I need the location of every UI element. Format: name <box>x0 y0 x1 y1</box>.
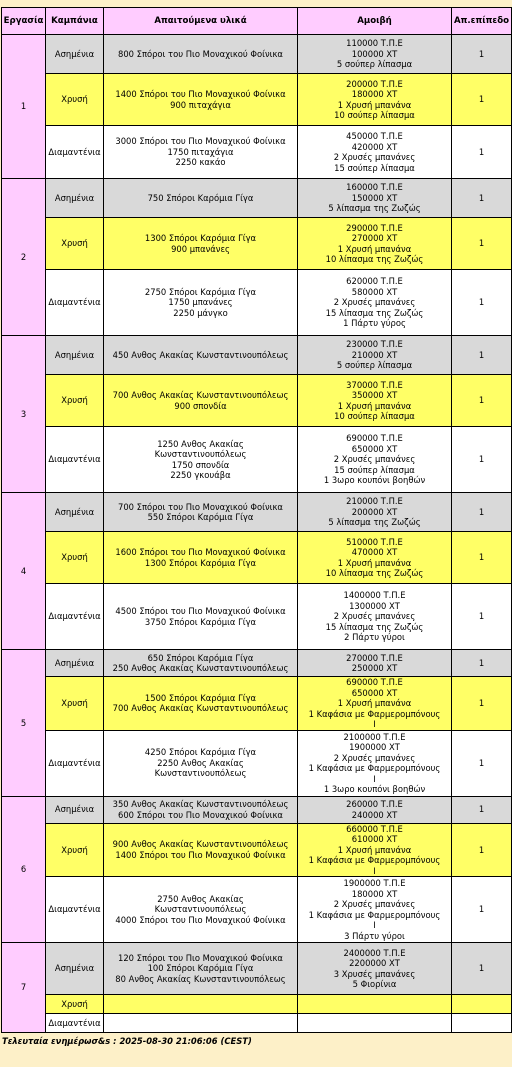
campaign-tier: Διαμαντένια <box>46 427 104 493</box>
reward-line: 2200000 ΧΤ <box>349 958 400 968</box>
table-row <box>2 584 512 650</box>
material-line: 4500 Σπόροι του Πιο Μοναχικού Φοίνικα <box>115 606 286 616</box>
required-level: 1 <box>452 677 512 731</box>
reward-cell <box>298 74 452 126</box>
table-row <box>2 650 512 677</box>
material-line: 3000 Σπόροι του Πιο Μοναχικού Φοίνικα <box>115 136 286 147</box>
material-line: 4250 Σπόροι Καρόμια Γίγα <box>144 747 257 758</box>
material-line: 1300 Σπόροι Καρόμια Γίγα <box>144 557 257 568</box>
reward-line: 2100000 Τ.Π.Ε <box>343 731 406 742</box>
reward-line: 240000 ΧΤ <box>351 809 398 820</box>
material-line: 700 Σπόροι του Πιο Μοναχικού Φοίνικα <box>118 501 283 512</box>
material-line: 750 Σπόροι Καρόμια Γίγα <box>147 192 254 203</box>
material-line: 4000 Σπόροι του Πιο Μοναχικού Φοίνικα <box>115 914 286 925</box>
material-line: 1300 Σπόροι Καρόμια Γίγα <box>144 233 257 243</box>
table-row <box>2 35 512 74</box>
table-row <box>2 532 512 584</box>
material-line: 1500 Σπόροι Καρόμια Γίγα <box>144 692 257 703</box>
reward-line: 2 Χρυσές μπανάνες <box>333 297 416 308</box>
reward-line: 1 Χρυσή μπανάνα <box>337 844 412 855</box>
materials-cell <box>104 74 298 126</box>
reward-line: 200000 Τ.Π.Ε <box>346 78 403 89</box>
reward-cell <box>298 336 452 375</box>
materials-cell <box>104 126 298 179</box>
table-row <box>2 796 512 823</box>
materials-cell <box>104 877 298 943</box>
materials-cell <box>104 493 298 532</box>
material-line: 1400 Σπόροι του Πιο Μοναχικού Φοίνικα <box>115 849 286 860</box>
reward-line: 1 3ωρο κουπόνι βοηθών <box>323 784 426 794</box>
campaign-tier: Διαμαντένια <box>46 584 104 650</box>
reward-line: Ι <box>373 865 376 876</box>
required-level: 1 <box>452 796 512 823</box>
campaign-tier: Ασημένια <box>46 336 104 375</box>
reward-cell <box>298 584 452 650</box>
required-level: 1 <box>452 375 512 427</box>
materials-cell <box>104 650 298 677</box>
reward-cell <box>298 35 452 74</box>
table-row <box>2 823 512 877</box>
reward-line: 270000 ΧΤ <box>351 233 398 243</box>
material-line: 80 Ανθος Ακακίας Κωνσταντινουπόλεως <box>115 973 286 984</box>
material-line: 1750 πιταχάγια <box>167 146 234 157</box>
reward-line: 1 Χρυσή μπανάνα <box>337 557 412 568</box>
required-level: 1 <box>452 270 512 336</box>
materials-cell <box>104 218 298 270</box>
materials-cell <box>104 270 298 336</box>
reward-line: 2 Χρυσές μπανάνες <box>333 899 416 909</box>
reward-line: 2400000 Τ.Π.Ε <box>343 947 406 958</box>
reward-cell <box>298 427 452 493</box>
campaign-tier: Ασημένια <box>46 943 104 995</box>
reward-line: 3 Χρυσές μπανάνες <box>333 968 416 979</box>
reward-cell <box>298 532 452 584</box>
reward-line: 270000 Τ.Π.Ε <box>346 652 403 663</box>
materials-cell <box>104 1014 298 1033</box>
campaign-tier: Χρυσή <box>46 677 104 731</box>
header-level: Απ.επίπεδο <box>452 8 512 35</box>
campaign-tier: Χρυσή <box>46 375 104 427</box>
reward-cell <box>298 179 452 218</box>
required-level: 1 <box>452 650 512 677</box>
last-updated: Τελευταία ενημέρωσ&s : 2025-08-30 21:06:06 (CEST) <box>2 1036 252 1046</box>
material-line: 1400 Σπόροι του Πιο Μοναχικού Φοίνικα <box>115 89 286 99</box>
material-line: 1750 μπανάνες <box>168 297 233 308</box>
reward-line: 5 σούπερ λίπασμα <box>336 360 413 371</box>
reward-line: 1 Χρυσή μπανάνα <box>337 698 412 708</box>
material-line: 350 Ανθος Ακακίας Κωνσταντινουπόλεως <box>112 799 289 809</box>
tasks-body <box>2 35 512 1033</box>
reward-line: 1400000 Τ.Π.Ε <box>343 590 406 601</box>
table-row <box>2 179 512 218</box>
table-row <box>2 336 512 375</box>
reward-line: 200000 ΧΤ <box>351 506 398 517</box>
materials-cell <box>104 995 298 1014</box>
table-row <box>2 74 512 126</box>
materials-cell <box>104 730 298 796</box>
reward-line: 370000 Τ.Π.Ε <box>346 379 403 390</box>
task-number: 4 <box>2 493 46 650</box>
header-reward: Αμοιβή <box>298 8 452 35</box>
reward-line: 180000 ΧΤ <box>351 888 398 899</box>
header-task: Εργασία <box>2 8 46 35</box>
header-materials: Απαιτούμενα υλικά <box>104 8 298 35</box>
reward-line: 690000 Τ.Π.Ε <box>346 433 403 444</box>
header-row <box>2 8 512 35</box>
reward-cell <box>298 995 452 1014</box>
required-level: 1 <box>452 74 512 126</box>
material-line: 800 Σπόροι του Πιο Μοναχικού Φοίνικα <box>118 48 283 59</box>
materials-cell <box>104 823 298 877</box>
task-number: 1 <box>2 35 46 179</box>
reward-cell <box>298 375 452 427</box>
material-line: 900 μπανάνες <box>171 243 230 254</box>
material-line: 2250 γκουάβα <box>170 470 231 480</box>
reward-line: 650000 ΧΤ <box>351 443 398 454</box>
material-line: 1750 σπονδία <box>171 459 230 470</box>
reward-cell <box>298 877 452 943</box>
task-number: 6 <box>2 796 46 943</box>
table-row <box>2 493 512 532</box>
task-number: 7 <box>2 943 46 1033</box>
required-level: 1 <box>452 943 512 995</box>
campaign-tier: Διαμαντένια <box>46 1014 104 1033</box>
reward-cell <box>298 1014 452 1033</box>
reward-line: 1900000 Τ.Π.Ε <box>343 878 406 888</box>
required-level: 1 <box>452 584 512 650</box>
reward-line: 450000 Τ.Π.Ε <box>346 131 403 141</box>
reward-line: 1 Καφάσια με Φαρμερομπόνους <box>308 763 441 773</box>
reward-cell <box>298 677 452 731</box>
reward-line: 2 Πάρτυ γύροι <box>344 632 405 643</box>
required-level <box>452 995 512 1014</box>
material-line: 700 Ανθος Ακακίας Κωνσταντινουπόλεως <box>112 703 289 714</box>
reward-line: 10 σούπερ λίπασμα <box>334 411 415 421</box>
reward-line: 230000 Τ.Π.Ε <box>346 339 403 350</box>
required-level: 1 <box>452 218 512 270</box>
required-level: 1 <box>452 823 512 877</box>
table-row <box>2 218 512 270</box>
table-row <box>2 126 512 179</box>
material-line: Κωνσταντινουπόλεως <box>154 768 247 779</box>
reward-line: 5 Φιορίνια <box>352 979 397 989</box>
reward-cell <box>298 823 452 877</box>
campaign-tier: Ασημένια <box>46 35 104 74</box>
reward-line: 1900000 ΧΤ <box>349 742 400 752</box>
reward-line: 110000 Τ.Π.Ε <box>346 38 403 49</box>
material-line: Κωνσταντινουπόλεως <box>154 449 247 459</box>
reward-line: 2 Χρυσές μπανάνες <box>333 752 416 763</box>
reward-line: 160000 Τ.Π.Ε <box>346 182 403 193</box>
reward-line: 15 λίπασμα της Ζωζώς <box>325 307 424 318</box>
table-row <box>2 995 512 1014</box>
reward-line: 3 Πάρτυ γύροι <box>344 930 405 941</box>
task-number: 5 <box>2 650 46 797</box>
reward-cell <box>298 730 452 796</box>
materials-cell <box>104 35 298 74</box>
materials-cell <box>104 375 298 427</box>
required-level: 1 <box>452 126 512 179</box>
required-level <box>452 1014 512 1033</box>
reward-cell <box>298 270 452 336</box>
materials-cell <box>104 943 298 995</box>
material-line: 900 σπονδία <box>174 400 227 411</box>
reward-line: 1 Καφάσια με Φαρμερομπόνους <box>308 855 441 865</box>
material-line: 250 Ανθος Ακακίας Κωνσταντινουπόλεως <box>112 663 289 673</box>
tasks-table <box>1 7 512 1033</box>
reward-line: 650000 ΧΤ <box>351 687 398 698</box>
reward-cell <box>298 126 452 179</box>
reward-line: 210000 ΧΤ <box>351 349 398 360</box>
material-line: 900 πιταχάγια <box>170 99 231 110</box>
material-line: 2250 κακάο <box>175 157 226 168</box>
reward-line: 260000 Τ.Π.Ε <box>346 799 403 809</box>
material-line: 2250 μάνγκο <box>173 307 228 318</box>
reward-line: 10 σούπερ λίπασμα <box>334 110 415 120</box>
required-level: 1 <box>452 336 512 375</box>
reward-line: 250000 ΧΤ <box>351 663 398 673</box>
reward-line: 1300000 ΧΤ <box>349 600 400 611</box>
reward-cell <box>298 796 452 823</box>
material-line: 1600 Σπόροι του Πιο Μοναχικού Φοίνικα <box>115 547 286 557</box>
reward-cell <box>298 650 452 677</box>
campaign-tier: Ασημένια <box>46 493 104 532</box>
table-row <box>2 730 512 796</box>
campaign-tier: Χρυσή <box>46 995 104 1014</box>
material-line: 120 Σπόροι του Πιο Μοναχικού Φοίνικα <box>118 952 283 963</box>
campaign-tier: Χρυσή <box>46 218 104 270</box>
reward-cell <box>298 493 452 532</box>
reward-line: 150000 ΧΤ <box>351 192 398 203</box>
material-line: 900 Ανθος Ακακίας Κωνσταντινουπόλεως <box>112 839 289 850</box>
reward-line: 690000 Τ.Π.Ε <box>346 677 403 687</box>
material-line: 450 Ανθος Ακακίας Κωνσταντινουπόλεως <box>112 349 289 360</box>
required-level: 1 <box>452 877 512 943</box>
materials-cell <box>104 796 298 823</box>
required-level: 1 <box>452 427 512 493</box>
table-row <box>2 943 512 995</box>
materials-cell <box>104 427 298 493</box>
reward-line: Ι <box>373 920 376 930</box>
reward-line: 5 λίπασμα της Ζωζώς <box>328 517 421 528</box>
reward-line: 100000 ΧΤ <box>351 48 398 59</box>
material-line: 2750 Ανθος Ακακίας <box>157 893 244 904</box>
reward-line: 15 σούπερ λίπασμα <box>334 162 415 173</box>
reward-line: 10 λίπασμα της Ζωζώς <box>325 568 424 578</box>
campaign-tier: Χρυσή <box>46 532 104 584</box>
reward-cell <box>298 218 452 270</box>
reward-line: 2 Χρυσές μπανάνες <box>333 611 416 622</box>
campaign-tier: Χρυσή <box>46 823 104 877</box>
campaign-tier: Διαμαντένια <box>46 730 104 796</box>
required-level: 1 <box>452 179 512 218</box>
reward-line: Ι <box>373 773 376 784</box>
materials-cell <box>104 532 298 584</box>
reward-line: 2 Χρυσές μπανάνες <box>333 152 416 162</box>
header-campaign: Καμπάνια <box>46 8 104 35</box>
table-row <box>2 270 512 336</box>
required-level: 1 <box>452 493 512 532</box>
campaign-tier: Διαμαντένια <box>46 270 104 336</box>
material-line: 100 Σπόροι Καρόμια Γίγα <box>147 963 254 974</box>
table-row <box>2 877 512 943</box>
table-row <box>2 1014 512 1033</box>
reward-line: 610000 ΧΤ <box>351 834 398 844</box>
materials-cell <box>104 677 298 731</box>
required-level: 1 <box>452 35 512 74</box>
material-line: 1250 Ανθος Ακακίας <box>157 438 244 449</box>
reward-line: 420000 ΧΤ <box>351 141 398 152</box>
reward-line: 350000 ΧΤ <box>351 390 398 400</box>
reward-line: 5 λίπασμα της Ζωζώς <box>328 203 421 214</box>
reward-line: 15 λίπασμα της Ζωζώς <box>325 621 424 632</box>
campaign-tier: Χρυσή <box>46 74 104 126</box>
reward-line: 1 Χρυσή μπανάνα <box>337 400 412 411</box>
material-line: 3750 Σπόροι Καρόμια Γίγα <box>144 616 257 627</box>
material-line: Κωνσταντινουπόλεως <box>154 904 247 915</box>
reward-line: 580000 ΧΤ <box>351 286 398 297</box>
table-row <box>2 375 512 427</box>
campaign-tier: Ασημένια <box>46 796 104 823</box>
reward-line: 1 Χρυσή μπανάνα <box>337 99 412 110</box>
material-line: 600 Σπόροι του Πιο Μοναχικού Φοίνικα <box>118 809 283 820</box>
reward-line: 1 3ωρο κουπόνι βοηθών <box>323 475 426 486</box>
task-number: 3 <box>2 336 46 493</box>
material-line: 2750 Σπόροι Καρόμια Γίγα <box>144 286 257 297</box>
reward-line: 510000 Τ.Π.Ε <box>346 536 403 547</box>
reward-line: 470000 ΧΤ <box>351 547 398 557</box>
material-line: 550 Σπόροι Καρόμια Γίγα <box>147 512 254 522</box>
reward-line: 660000 Τ.Π.Ε <box>346 823 403 834</box>
materials-cell <box>104 336 298 375</box>
material-line: 2250 Ανθος Ακακίας <box>157 757 244 768</box>
materials-cell <box>104 179 298 218</box>
campaign-tier: Ασημένια <box>46 179 104 218</box>
material-line: 700 Ανθος Ακακίας Κωνσταντινουπόλεως <box>112 390 289 400</box>
table-row <box>2 677 512 731</box>
reward-line: 1 Χρυσή μπανάνα <box>337 243 412 254</box>
campaign-tier: Διαμαντένια <box>46 126 104 179</box>
campaign-tier: Διαμαντένια <box>46 877 104 943</box>
reward-line: 15 σούπερ λίπασμα <box>334 464 415 475</box>
reward-line: 5 σούπερ λίπασμα <box>336 59 413 70</box>
reward-line: 1 Καφάσια με Φαρμερομπόνους <box>308 909 441 920</box>
table-row <box>2 427 512 493</box>
required-level: 1 <box>452 532 512 584</box>
required-level: 1 <box>452 730 512 796</box>
reward-cell <box>298 943 452 995</box>
materials-cell <box>104 584 298 650</box>
reward-line: 210000 Τ.Π.Ε <box>346 496 403 507</box>
task-number: 2 <box>2 179 46 336</box>
reward-line: 1 Πάρτυ γύρος <box>343 318 406 329</box>
reward-line: 180000 ΧΤ <box>351 89 398 99</box>
reward-line: Ι <box>373 719 376 729</box>
campaign-tier: Ασημένια <box>46 650 104 677</box>
material-line: 650 Σπόροι Καρόμια Γίγα <box>147 652 254 663</box>
reward-line: 2 Χρυσές μπανάνες <box>333 454 416 465</box>
reward-line: 620000 Τ.Π.Ε <box>346 276 403 287</box>
reward-line: 10 λίπασμα της Ζωζώς <box>325 254 424 264</box>
reward-line: 290000 Τ.Π.Ε <box>346 222 403 233</box>
reward-line: 1 Καφάσια με Φαρμερομπόνους <box>308 708 441 719</box>
